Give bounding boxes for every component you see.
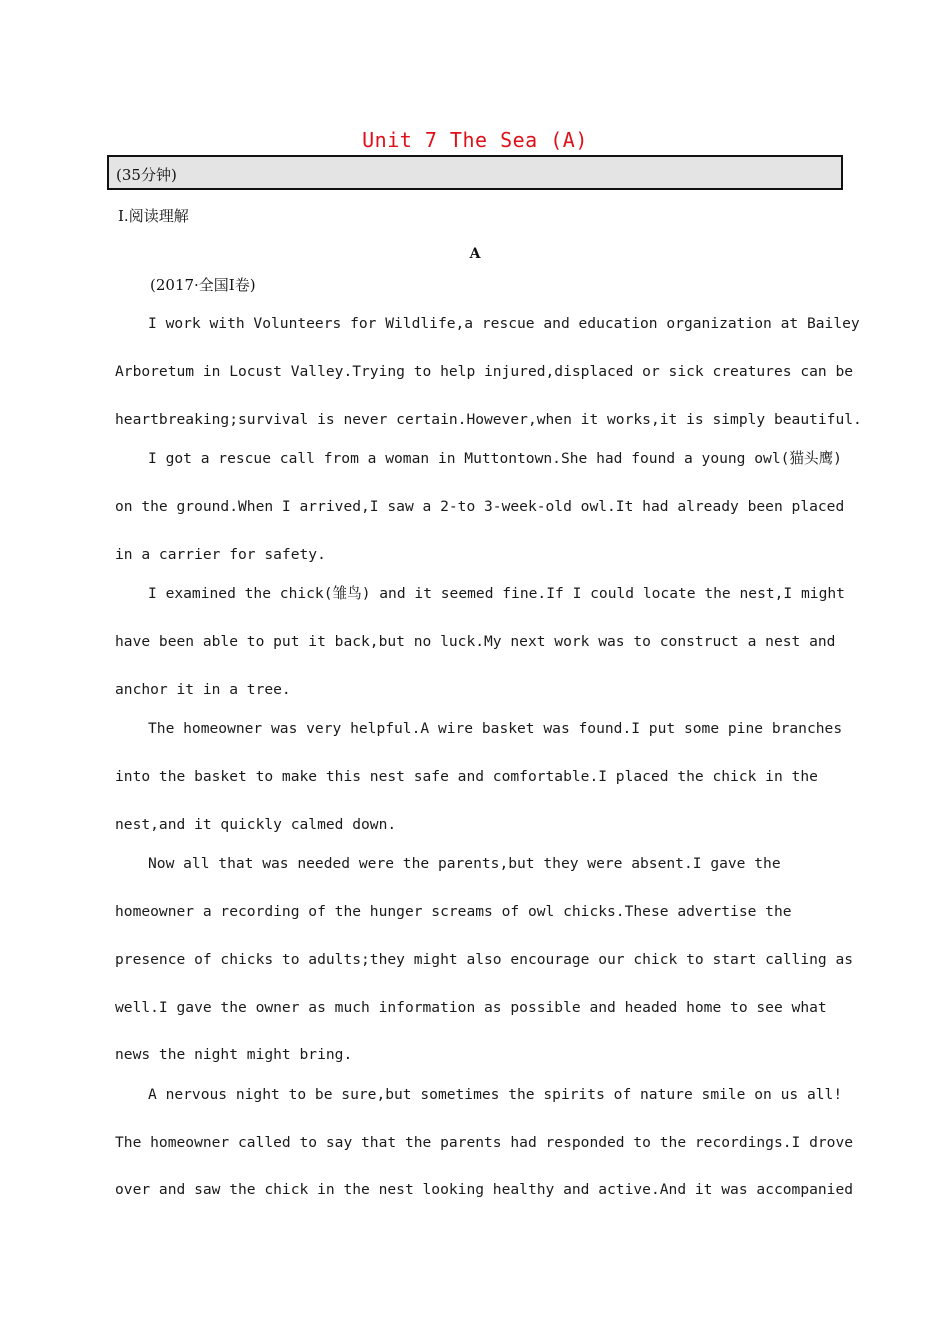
passage-line: presence of chicks to adults;they might also encourage our chick to start calling as <box>115 951 854 968</box>
passage-line: anchor it in a tree. <box>115 681 291 698</box>
passage-line: in a carrier for safety. <box>115 546 326 563</box>
passage-line: on the ground.When I arrived,I saw a 2-to 3-week-old owl.It had already been placed <box>115 498 845 515</box>
passage-letter: A <box>469 246 481 262</box>
passage-line: heartbreaking;survival is never certain.However,when it works,it is simply beautiful. <box>115 411 862 428</box>
page-title: Unit 7 The Sea (A) <box>362 128 588 152</box>
passage-line: I work with Volunteers for Wildlife,a rescue and education organization at Bailey <box>148 315 860 332</box>
passage-line: nest,and it quickly calmed down. <box>115 816 397 833</box>
passage-line: well.I gave the owner as much information as possible and headed home to see what <box>115 999 827 1016</box>
passage-line: homeowner a recording of the hunger screams of owl chicks.These advertise the <box>115 903 792 920</box>
time-limit-label: (35分钟) <box>116 166 177 184</box>
passage-line: Arboretum in Locust Valley.Trying to help injured,displaced or sick creatures can be <box>115 363 854 380</box>
passage-line: A nervous night to be sure,but sometimes the spirits of nature smile on us all! <box>148 1086 843 1103</box>
passage-line: over and saw the chick in the nest looking healthy and active.And it was accompanied <box>115 1181 854 1198</box>
section-heading: Ⅰ.阅读理解 <box>118 207 189 225</box>
passage-source: (2017·全国Ⅰ卷) <box>150 276 256 294</box>
passage-line: I examined the chick(雏鸟) and it seemed fine.If I could locate the nest,I might <box>148 585 845 602</box>
passage-line: have been able to put it back,but no luck.My next work was to construct a nest and <box>115 633 836 650</box>
passage-line: The homeowner called to say that the parents had responded to the recordings.I drove <box>115 1134 854 1151</box>
passage-line: Now all that was needed were the parents,but they were absent.I gave the <box>148 855 781 872</box>
passage-line: news the night might bring. <box>115 1046 353 1063</box>
passage-line: I got a rescue call from a woman in Muttontown.She had found a young owl(猫头鹰) <box>148 450 842 467</box>
passage-line: into the basket to make this nest safe and comfortable.I placed the chick in the <box>115 768 818 785</box>
passage-line: The homeowner was very helpful.A wire basket was found.I put some pine branches <box>148 720 843 737</box>
time-limit-box <box>107 155 843 190</box>
